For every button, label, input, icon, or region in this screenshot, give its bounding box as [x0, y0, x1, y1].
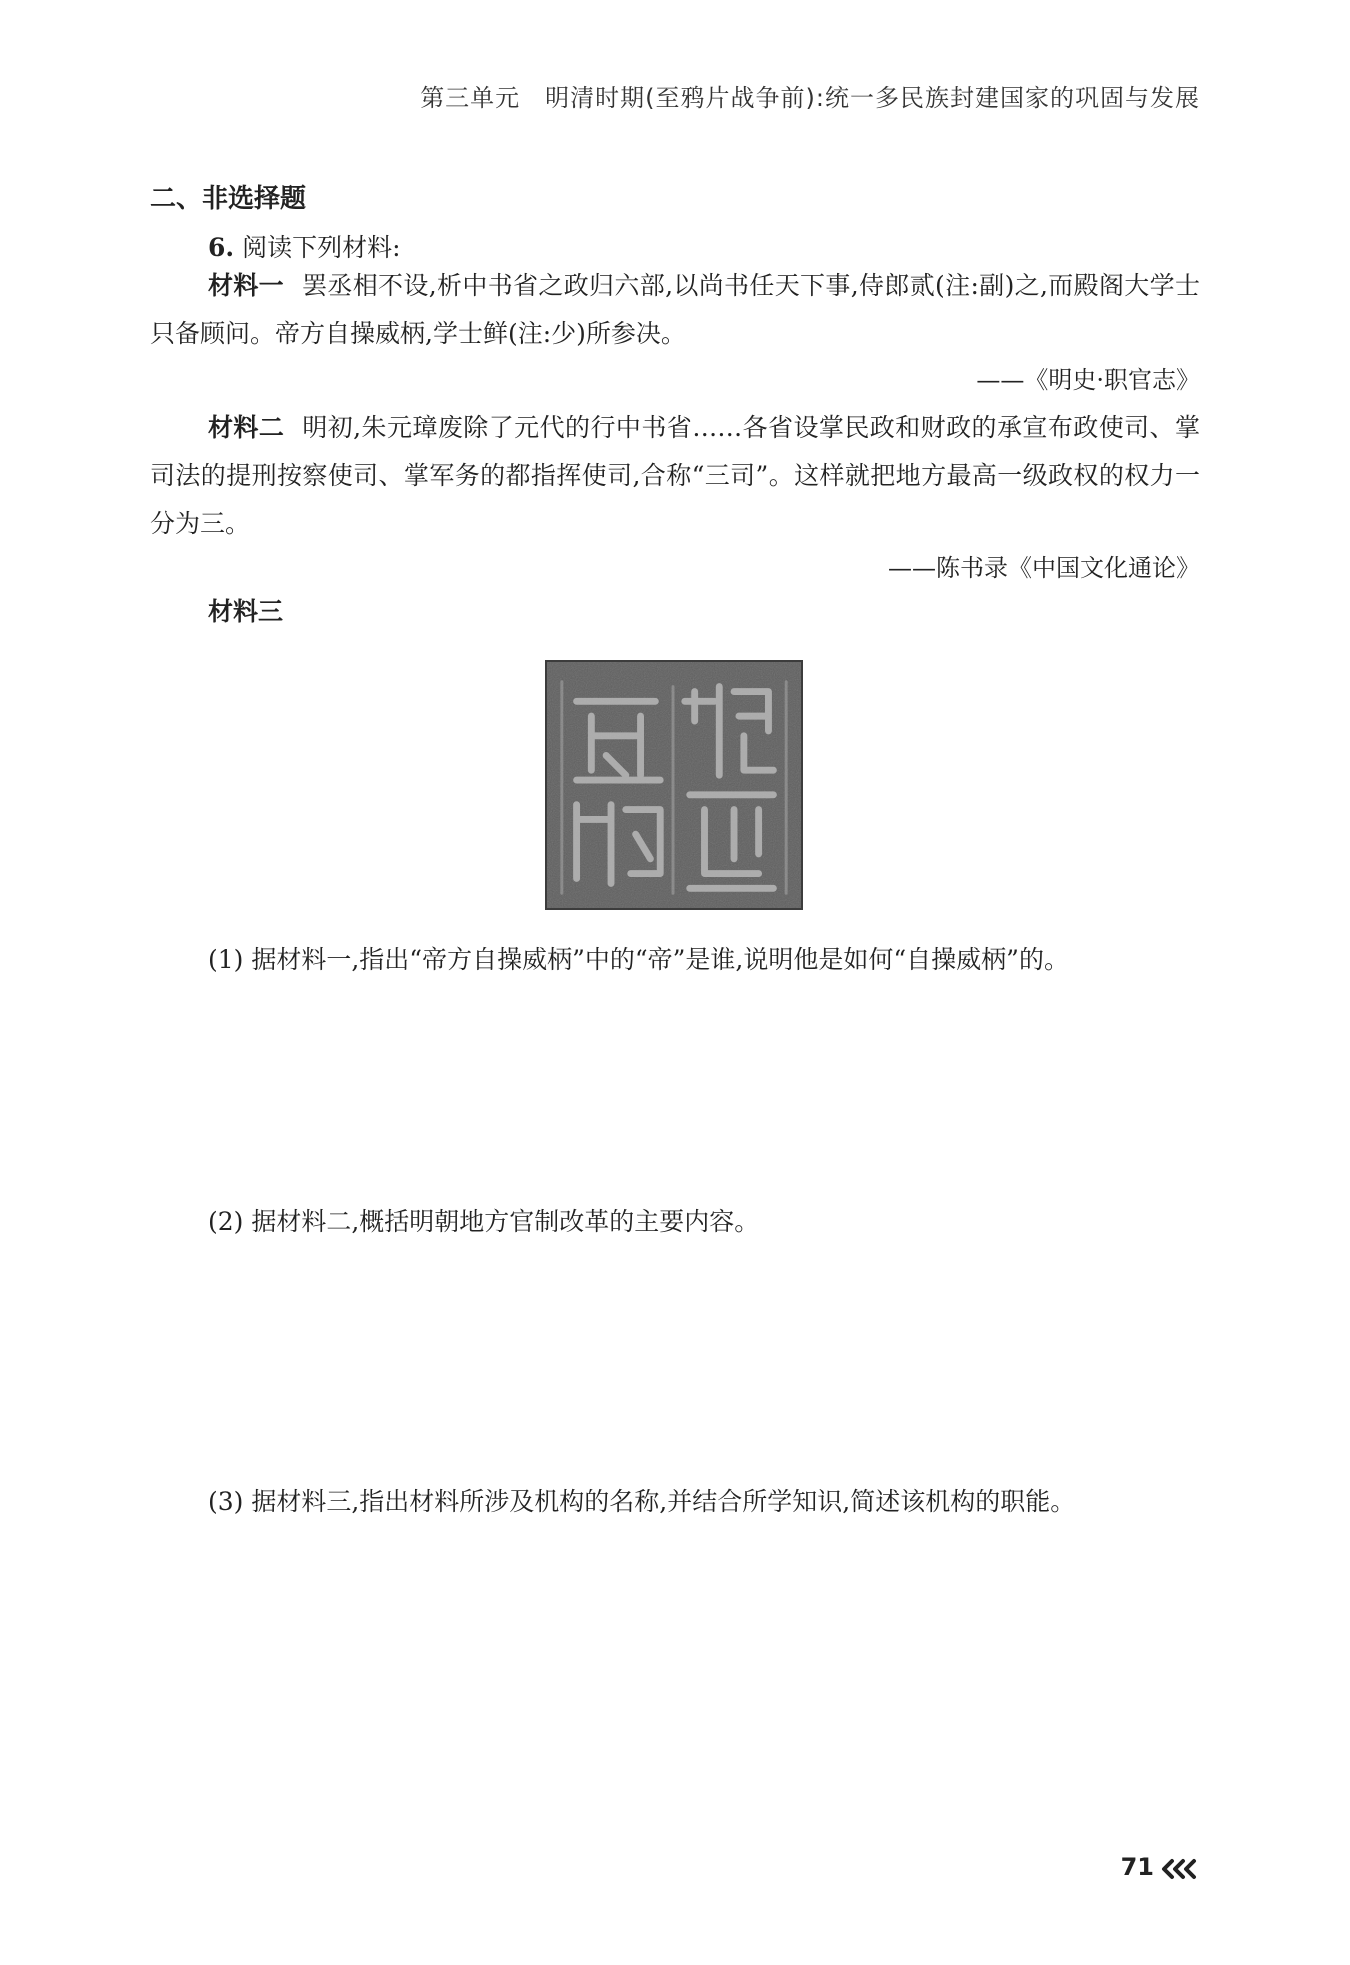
material-two-text: 明初,朱元璋废除了元代的行中书省……各省设掌民政和财政的承宣布政使司、掌司法的提刑按察使司、掌军务的都指挥使司,合称“三司”。这样就把地方最高一级政权的权力一分为三。	[150, 413, 1200, 538]
seal-engraving-icon	[547, 662, 801, 908]
material-two	[150, 404, 1200, 548]
page-number	[1121, 1853, 1200, 1886]
material-three-label: 材料三	[208, 597, 284, 626]
question-number: 6.	[208, 233, 235, 262]
official-seal-photo	[545, 660, 803, 910]
question-stem-text: 阅读下列材料:	[242, 233, 401, 262]
material-two-source: ——陈书录《中国文化通论》	[888, 554, 1200, 582]
section-heading: 二、非选择题	[150, 184, 307, 214]
material-two-label: 材料二	[208, 413, 285, 442]
material-one-text: 罢丞相不设,析中书省之政归六部,以尚书任天下事,侍郎贰(注:副)之,而殿阁大学士只备顾问。帝方自操威柄,学士鲜(注:少)所参决。	[150, 271, 1200, 348]
running-header: 第三单元 明清时期(至鸦片战争前):统一多民族封建国家的巩固与发展	[420, 84, 1200, 112]
page-number-text: 71	[1120, 1853, 1154, 1881]
sub-question-2: (2) 据材料二,概括明朝地方官制改革的主要内容。	[208, 1207, 760, 1236]
material-one-source: ——《明史·职官志》	[976, 366, 1200, 394]
material-one	[150, 262, 1200, 358]
question-stem	[208, 228, 401, 264]
sub-question-3: (3) 据材料三,指出材料所涉及机构的名称,并结合所学知识,简述该机构的职能。	[208, 1487, 1076, 1516]
sub-question-1: (1) 据材料一,指出“帝方自操威柄”中的“帝”是谁,说明他是如何“自操威柄”的。	[208, 945, 1069, 974]
material-one-label: 材料一	[208, 271, 285, 300]
triple-chevron-left-icon	[1160, 1858, 1200, 1886]
